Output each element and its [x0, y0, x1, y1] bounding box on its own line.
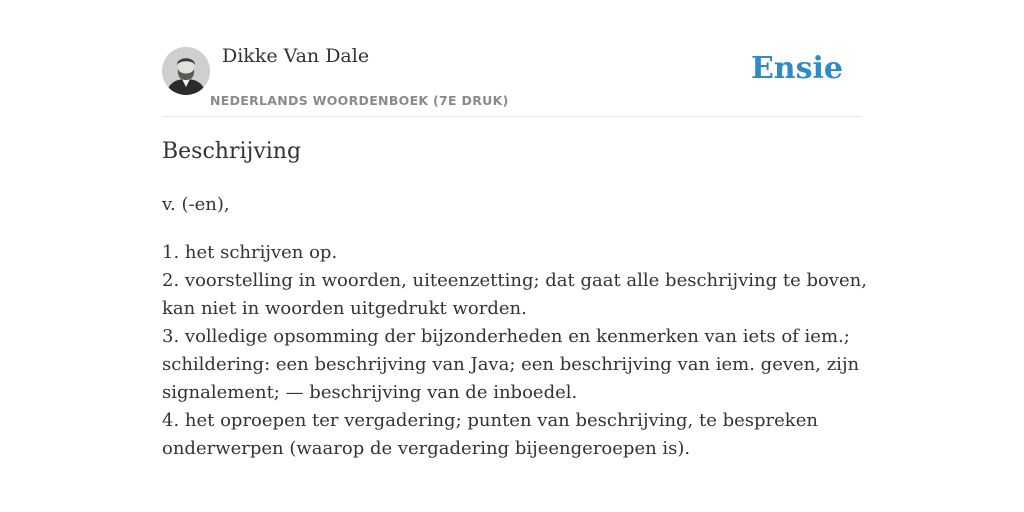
author-name[interactable]: Dikke Van Dale: [222, 45, 370, 67]
definition-item: 4. het oproepen ter vergadering; punten van beschrijving, te bespreken onderwerpen (waarop de vergadering bijeengeroepen is).: [162, 410, 818, 459]
entry-title: Beschrijving: [162, 139, 302, 164]
entry-header: [162, 44, 862, 117]
definition-item: 1. het schrijven op.: [162, 242, 338, 263]
definition-list: [162, 239, 867, 463]
source-label: NEDERLANDS WOORDENBOEK (7E DRUK): [210, 93, 509, 108]
author-portrait-icon: [162, 47, 210, 95]
definition-item: 3. volledige opsomming der bijzonderheden en kenmerken van iets of iem.; schildering: een beschrijving van Java; een beschrijving van iem. geven, zijn signalement; — beschrijving van de inboedel.: [162, 326, 860, 403]
definition-item: 2. voorstelling in woorden, uiteenzetting; dat gaat alle beschrijving te boven, kan niet in woorden uitgedrukt worden.: [162, 270, 867, 319]
grammar-note: v. (-en),: [162, 194, 230, 215]
ensie-logo-link[interactable]: Ensie: [750, 51, 843, 86]
